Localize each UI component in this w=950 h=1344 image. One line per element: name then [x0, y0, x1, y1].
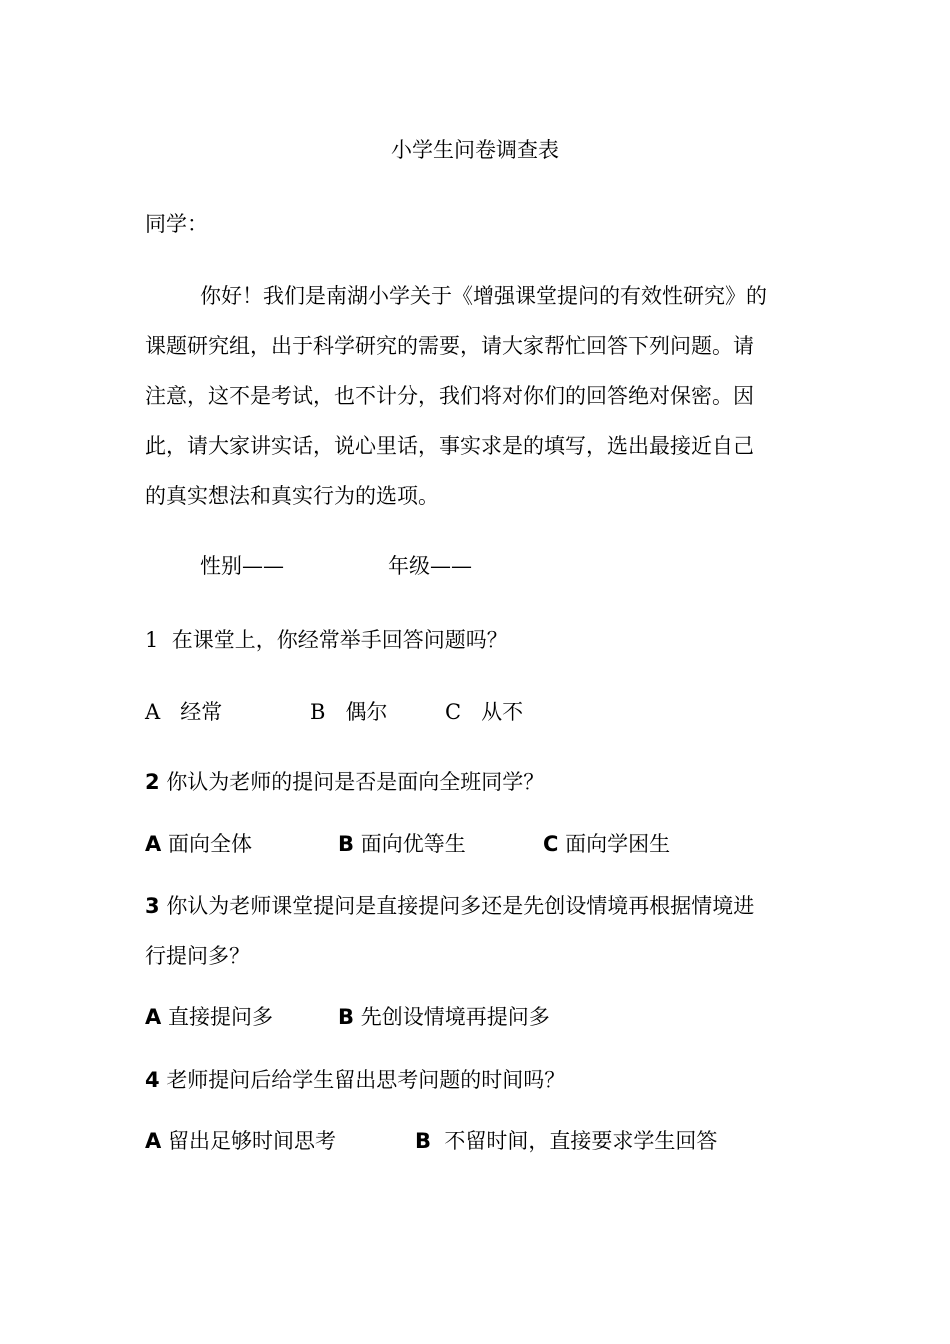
option-c[interactable]: C 从不 [445, 700, 524, 724]
greeting: 同学： [145, 212, 208, 236]
intro-line-1: 你好！我们是南湖小学关于《增强课堂提问的有效性研究》的 [200, 284, 767, 308]
intro-line-2: 课题研究组，出于科学研究的需要，请大家帮忙回答下列问题。请 [145, 334, 754, 358]
question-3-options [145, 1003, 845, 1031]
question-2 [145, 768, 544, 796]
option-c[interactable]: C 面向学困生 [543, 832, 671, 856]
question-number: 4 [145, 1068, 160, 1092]
question-4 [145, 1066, 565, 1094]
question-number: 3 [145, 894, 160, 918]
question-text: 在课堂上，你经常举手回答问题吗？ [171, 628, 508, 652]
question-2-options [145, 830, 845, 858]
question-4-options [145, 1127, 845, 1155]
question-3-continued: 行提问多？ [145, 944, 250, 968]
intro-line-3: 注意，这不是考试，也不计分，我们将对你们的回答绝对保密。因 [145, 384, 754, 408]
option-a[interactable]: A 留出足够时间思考 [145, 1129, 336, 1153]
gender-field: 性别—— [200, 554, 284, 578]
intro-line-5: 的真实想法和真实行为的选项。 [145, 484, 439, 508]
question-text: 你认为老师的提问是否是面向全班同学？ [166, 770, 545, 794]
question-1-options [145, 698, 845, 726]
grade-field: 年级—— [388, 554, 472, 578]
option-a[interactable]: A 经常 [145, 700, 223, 724]
option-b[interactable]: B 偶尔 [310, 700, 388, 724]
question-number: 1 [145, 628, 159, 652]
question-3 [145, 892, 754, 920]
question-1 [145, 626, 508, 654]
option-b[interactable]: B 不留时间，直接要求学生回答 [415, 1129, 718, 1153]
page-title: 小学生问卷调查表 [391, 138, 559, 162]
question-number: 2 [145, 770, 160, 794]
question-text: 你认为老师课堂提问是直接提问多还是先创设情境再根据情境进 [166, 894, 755, 918]
option-b[interactable]: B 面向优等生 [338, 832, 466, 856]
option-a[interactable]: A 直接提问多 [145, 1005, 273, 1029]
option-b[interactable]: B 先创设情境再提问多 [338, 1005, 550, 1029]
intro-line-4: 此，请大家讲实话，说心里话，事实求是的填写，选出最接近自己 [145, 434, 754, 458]
option-a[interactable]: A 面向全体 [145, 832, 252, 856]
question-text: 老师提问后给学生留出思考问题的时间吗？ [166, 1068, 566, 1092]
